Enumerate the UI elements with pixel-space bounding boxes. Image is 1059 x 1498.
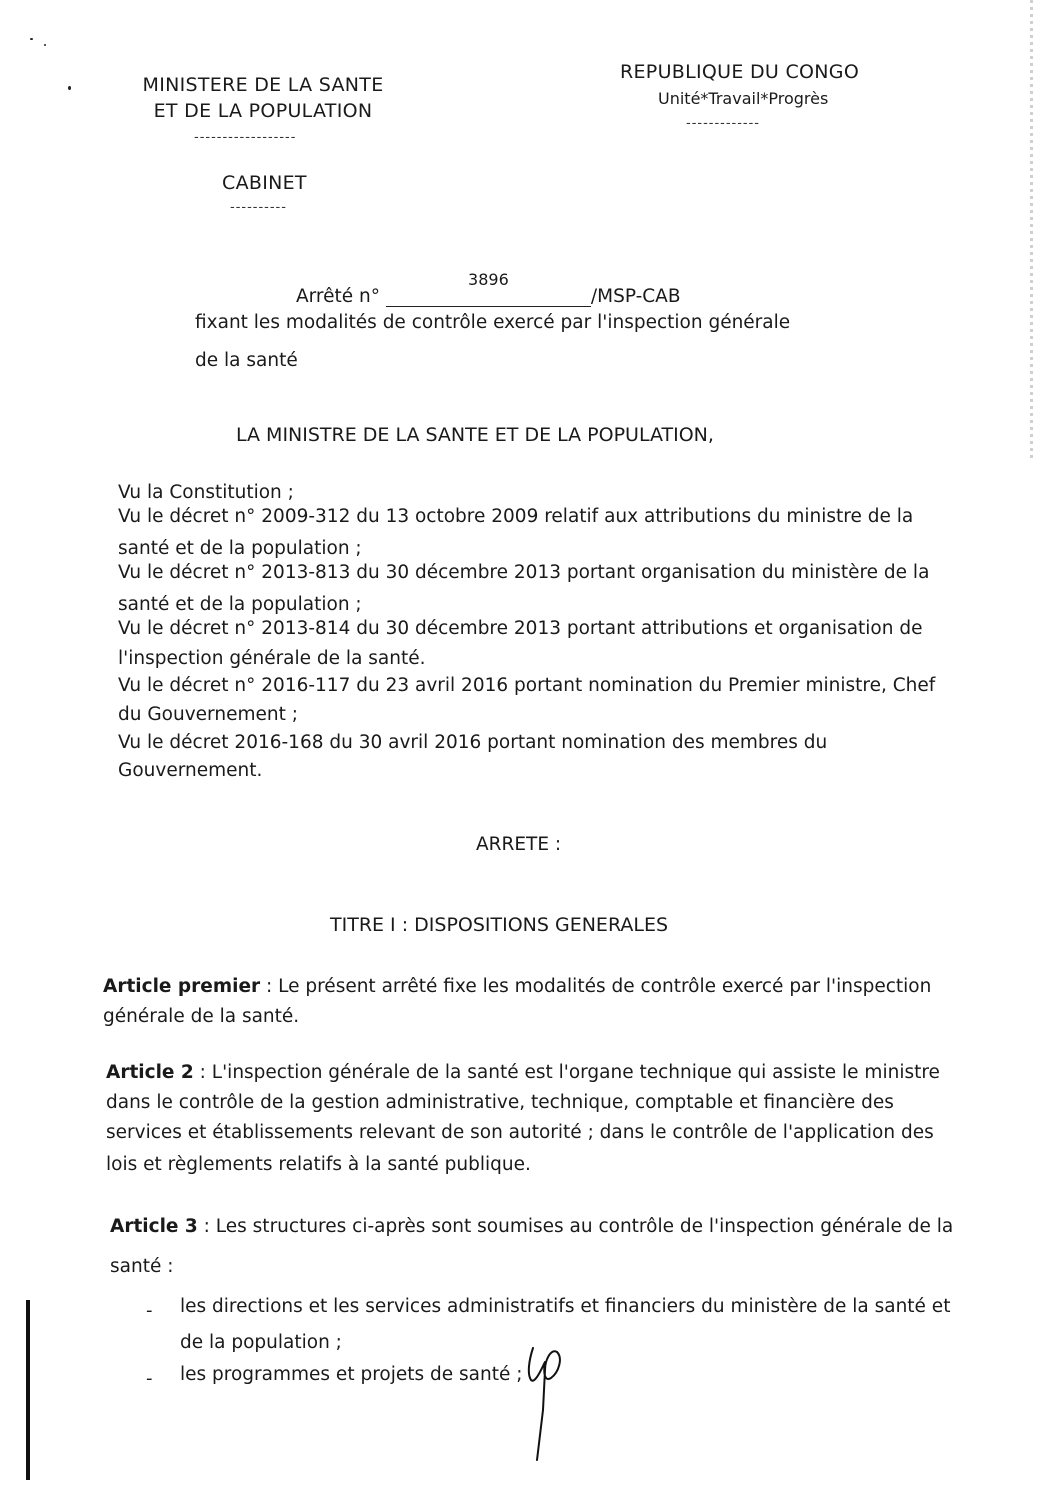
cabinet-label: CABINET <box>222 172 307 194</box>
article-line: services et établissements relevant de son autorité ; dans le contrôle de l'application des <box>106 1122 934 1143</box>
arrete-heading: ARRETE : <box>476 834 562 855</box>
list-bullet: - <box>146 1368 153 1389</box>
arrete-subject-line1: fixant les modalités de contrôle exercé par l'inspection générale <box>195 312 791 333</box>
vu-line: santé et de la population ; <box>118 538 362 559</box>
vu-line: santé et de la population ; <box>118 594 362 615</box>
article-label: Article 3 <box>110 1216 198 1237</box>
vu-line: Vu le décret n° 2016-117 du 23 avril 2016 portant nomination du Premier ministre, Chef <box>118 675 936 696</box>
list-item-line: de la population ; <box>180 1332 342 1353</box>
list-item-line: les programmes et projets de santé ; <box>180 1364 523 1385</box>
cabinet-separator: ---------- <box>230 200 287 215</box>
vu-line: Vu la Constitution ; <box>118 482 294 503</box>
article-line <box>110 1216 953 1237</box>
scan-edge-right <box>1030 0 1033 460</box>
vu-line: du Gouvernement ; <box>118 704 298 725</box>
article-line <box>103 976 931 997</box>
article-text: : L'inspection générale de la santé est l'organe technique qui assiste le ministre <box>193 1062 940 1083</box>
header-left-separator: ------------------ <box>194 130 297 145</box>
ministry-line2: ET DE LA POPULATION <box>153 100 373 122</box>
vu-line: Vu le décret 2016-168 du 30 avril 2016 portant nomination des membres du <box>118 732 828 753</box>
scan-speck <box>68 86 71 90</box>
country-name: REPUBLIQUE DU CONGO <box>620 61 860 83</box>
vu-line: Vu le décret n° 2013-813 du 30 décembre 2013 portant organisation du ministère de la <box>118 562 930 583</box>
article-line <box>106 1062 940 1083</box>
article-text: : Le présent arrêté fixe les modalités de contrôle exercé par l'inspection <box>260 976 932 997</box>
vu-line: Vu le décret n° 2009-312 du 13 octobre 2009 relatif aux attributions du ministre de la <box>118 506 914 527</box>
ministry-line1: MINISTERE DE LA SANTE <box>142 74 384 96</box>
scan-speck <box>30 38 33 40</box>
arrete-subject-line2: de la santé <box>195 350 298 371</box>
handwritten-initials <box>515 1340 575 1480</box>
vu-line: Gouvernement. <box>118 760 263 781</box>
list-item-line: les directions et les services administratifs et financiers du ministère de la santé et <box>180 1296 951 1317</box>
article-label: Article premier <box>103 976 261 997</box>
arrete-number-line <box>296 270 681 307</box>
scan-speck <box>44 44 46 46</box>
national-motto: Unité*Travail*Progrès <box>658 89 829 108</box>
article-line: santé : <box>110 1256 174 1277</box>
arrete-prefix: Arrêté n° <box>296 286 381 307</box>
arrete-number-field <box>386 270 591 307</box>
scan-edge-left <box>26 1300 30 1480</box>
vu-line: Vu le décret n° 2013-814 du 30 décembre 2013 portant attributions et organisation de <box>118 618 923 639</box>
header-right-separator: ------------- <box>686 116 760 131</box>
article-text: : Les structures ci-après sont soumises au contrôle de l'inspection générale de la <box>197 1216 954 1237</box>
article-label: Article 2 <box>106 1062 194 1083</box>
list-bullet: - <box>146 1300 153 1321</box>
titre-heading: TITRE I : DISPOSITIONS GENERALES <box>330 914 669 936</box>
article-line: lois et règlements relatifs à la santé publique. <box>106 1154 531 1175</box>
authority-heading: LA MINISTRE DE LA SANTE ET DE LA POPULATION, <box>236 424 714 446</box>
vu-line: l'inspection générale de la santé. <box>118 648 426 669</box>
article-line: dans le contrôle de la gestion administrative, technique, comptable et financière des <box>106 1092 894 1113</box>
arrete-suffix: /MSP-CAB <box>590 286 681 307</box>
arrete-number: 3896 <box>468 270 509 289</box>
article-line: générale de la santé. <box>103 1006 300 1027</box>
